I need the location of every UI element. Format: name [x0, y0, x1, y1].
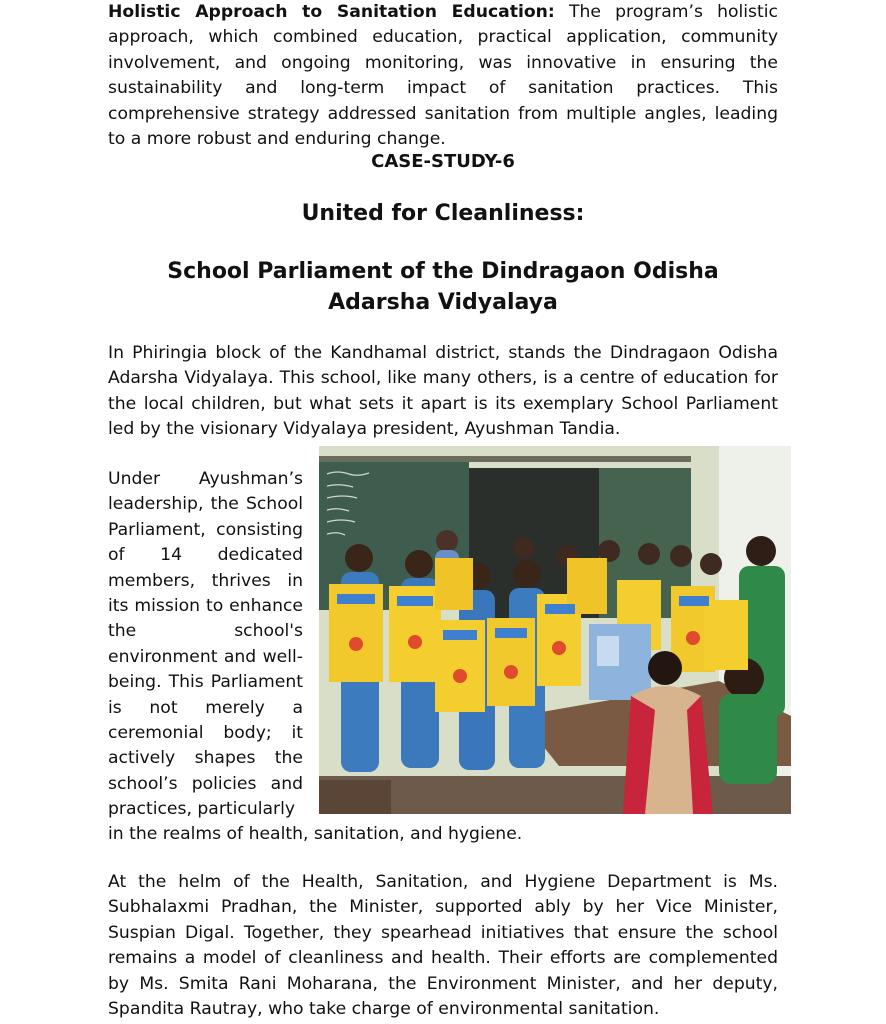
parliament-paragraph-tail: in the realms of health, sanitation, and hygiene.	[108, 824, 523, 844]
ministers-paragraph: At the helm of the Health, Sanitation, and Hygiene Department is Ms. Subhalaxmi Pradhan, the Minister, supported ably by her Vice Minister, Suspian Digal. Together, they spearhead initiatives that ensure the school remains a model of cleanliness and health. Their efforts are complemented by Ms. Smita Rani Moharana, the Environment Minister, and her deputy, Spandita Rautray, who take charge of environmental sanitation.	[108, 872, 778, 1020]
intro-text: The program’s holistic approach, which combined education, practical application, community involvement, and ongoing monitoring, was innovative in ensuring the sustainability and long-term impact of sanitation practices. This comprehensive strategy addressed sanitation from multiple angles, leading to a more robust and enduring change.	[108, 2, 778, 150]
parliament-paragraph: Under Ayushman’s leadership, the School Parliament, consisting of 14 dedicated members, thrives in its mission to enhance the school's environment and well-being. This Parliament is not merely a ceremonial body; it actively shapes the school’s policies and practices, particularly	[108, 469, 303, 820]
intro-heading: Holistic Approach to Sanitation Education:	[108, 2, 555, 22]
intro-school-paragraph: In Phiringia block of the Kandhamal district, stands the Dindragaon Odisha Adarsha Vidyalaya. This school, like many others, is a centre of education for the local children, but what sets it apart is its exemplary School Parliament led by the visionary Vidyalaya president, Ayushman Tandia.	[108, 343, 778, 440]
intro-paragraph	[108, 0, 778, 152]
case-study-subtitle: School Parliament of the Dindragaon Odisha Adarsha Vidyalaya	[167, 259, 719, 315]
case-study-title: United for Cleanliness:	[301, 201, 585, 226]
case-study-label: CASE-STUDY-6	[371, 151, 515, 172]
wrapped-text-column	[108, 467, 303, 823]
students-photo	[319, 446, 791, 814]
